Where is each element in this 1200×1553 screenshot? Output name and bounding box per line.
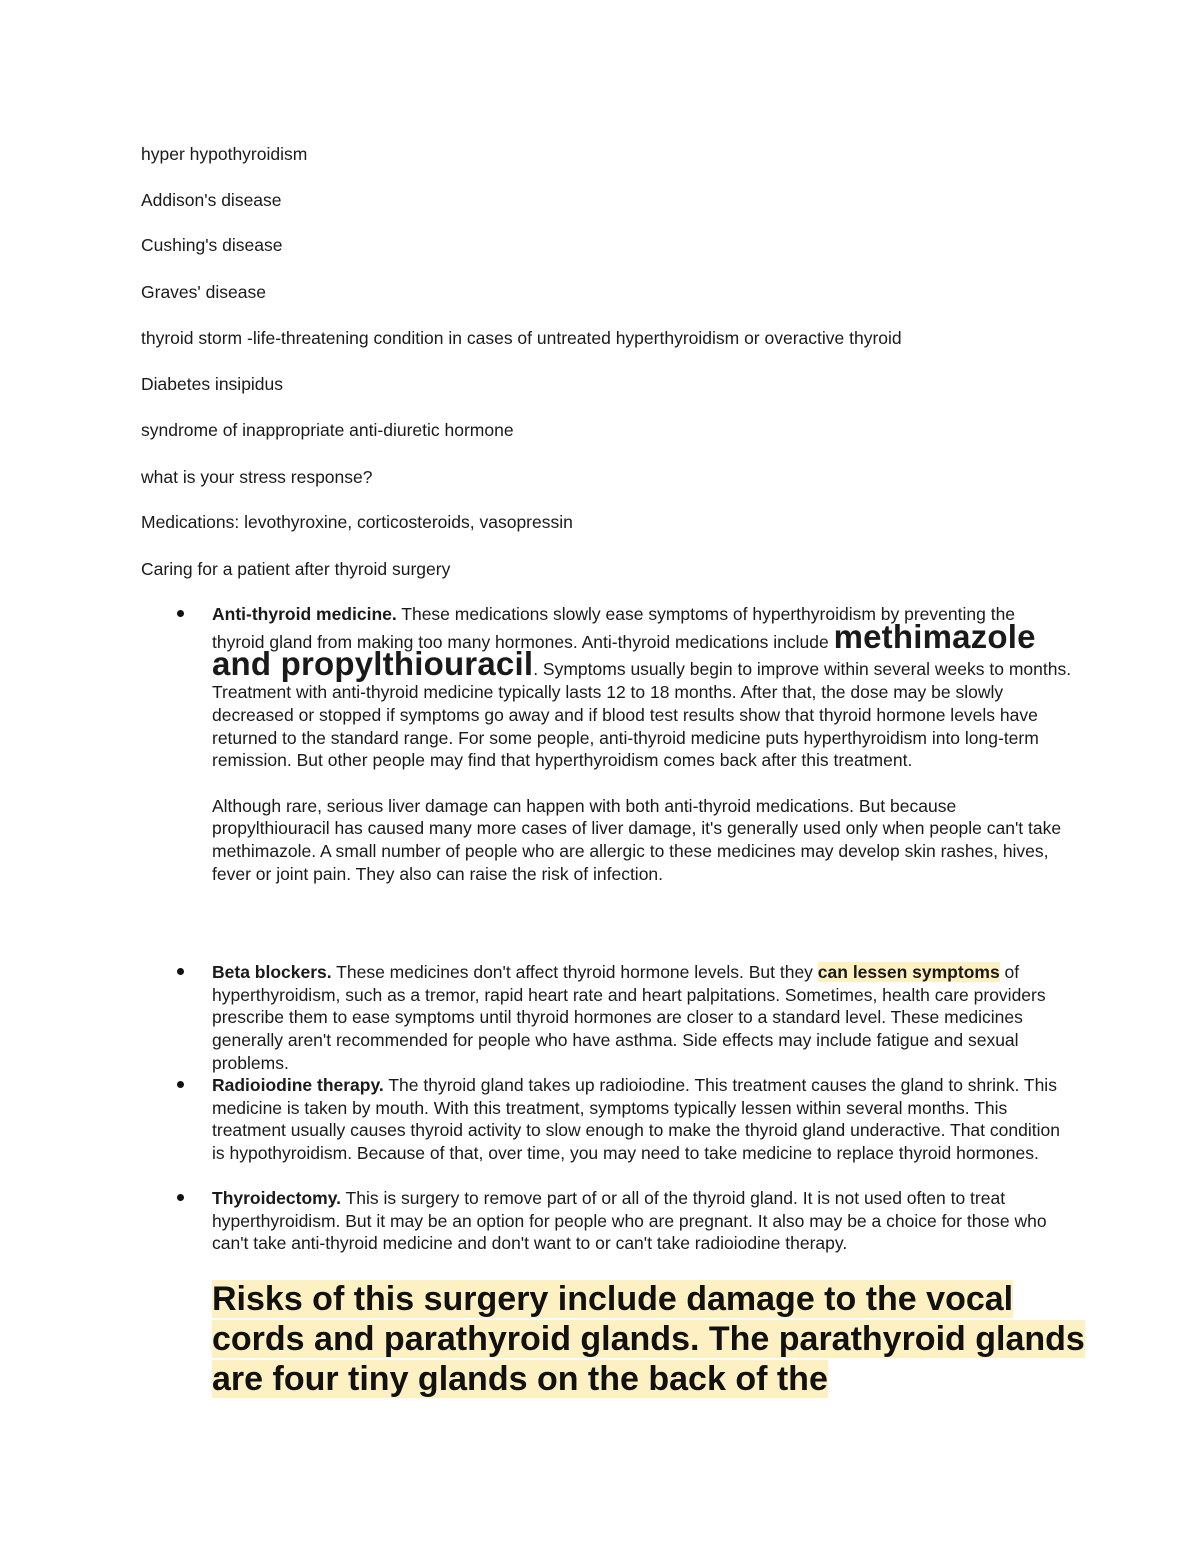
paragraph-addisons-disease: Addison's disease [141,190,282,210]
anti-thyroid-text-1: These medications slowly ease symptoms of hyperthyroidism by preventing the thyroid gland from making too many hormones. Anti-thyroid medications include [212,604,1016,652]
paragraph-graves-disease: Graves' disease [141,282,266,302]
thyroidectomy-text: This is surgery to remove part of or all of the thyroid gland. It is not used often to treat hyperthyroidism. But it may be an option for people who are pregnant. It also may be a choice for those who can't take anti-thyroid medicine and don't want to or can't take radioiodine therapy. [212,1188,1047,1254]
anti-thyroid-text-4: Although rare, serious liver damage can happen with both anti-thyroid medications. But because propylthiouracil has caused many more cases of liver damage, it's generally used only when people can't take methimazole. A small number of people who are allergic to these medicines may develop skin rashes, hives, fever or joint pain. They also can raise the risk of infection. [212,795,1062,884]
bullet-icon [177,610,184,617]
surgery-risks-text: Risks of this surgery include damage to the vocal cords and parathyroid glands. The parathyroid glands are four tiny glands on the back of the [212,1280,1085,1398]
list-item-thyroidectomy [212,1187,1072,1255]
paragraph-caring-after-surgery: Caring for a patient after thyroid surgery [141,559,451,579]
list-item-anti-thyroid [212,603,1072,885]
paragraph-thyroid-storm: thyroid storm -life-threatening condition in cases of untreated hyperthyroidism or overactive thyroid [141,328,902,348]
bullet-icon [177,1081,184,1088]
anti-thyroid-drug-names: methimazole and propylthiouracil [212,617,1036,683]
list-item-radioiodine [212,1074,1072,1165]
thyroidectomy-title: Thyroidectomy. [212,1188,342,1208]
paragraph-diabetes-insipidus: Diabetes insipidus [141,374,284,394]
anti-thyroid-title: Anti-thyroid medicine. [212,604,397,624]
list-item-beta-blockers [212,961,1072,1075]
paragraph-stress-response: what is your stress response? [141,467,373,487]
beta-blockers-highlight: can lessen symptoms [817,962,1000,982]
beta-blockers-title: Beta blockers. [212,962,332,982]
paragraph-cushings-disease: Cushing's disease [141,235,283,255]
radioiodine-title: Radioiodine therapy. [212,1075,384,1095]
beta-blockers-text-2: of hyperthyroidism, such as a tremor, rapid heart rate and heart palpitations. Sometimes, health care providers prescribe them to ease symptoms until thyroid hormones are closer to a standard level. These medicines generally aren't recommended for people who have asthma. Side effects may include fatigue and sexual problems. [212,962,1046,1073]
radioiodine-text: The thyroid gland takes up radioiodine. This treatment causes the gland to shrink. This medicine is taken by mouth. With this treatment, symptoms typically lessen within several months. This treatment usually causes thyroid activity to slow enough to make the thyroid gland underactive. That condition is hypothyroidism. Because of that, over time, you may need to take medicine to replace thyroid hormones. [212,1075,1060,1164]
beta-blockers-text-1: These medicines don't affect thyroid hormone levels. But they [331,962,818,982]
anti-thyroid-text-2: . Symptoms usually begin to improve within several weeks to months. [533,659,1072,680]
bullet-icon [177,968,184,975]
paragraph-medications: Medications: levothyroxine, corticosteroids, vasopressin [141,512,573,532]
surgery-risks-heading [212,1279,1092,1399]
paragraph-siadh: syndrome of inappropriate anti-diuretic hormone [141,420,514,440]
paragraph-hyper-hypothyroidism: hyper hypothyroidism [141,144,308,164]
anti-thyroid-text-3: Treatment with anti-thyroid medicine typically lasts 12 to 18 months. After that, the dose may be slowly decreased or stopped if symptoms go away and if blood test results show that thyroid hormone levels have returned to the standard range. For some people, anti-thyroid medicine puts hyperthyroidism into long-term remission. But other people may find that hyperthyroidism comes back after this treatment. [212,682,1039,771]
bullet-icon [177,1194,184,1201]
